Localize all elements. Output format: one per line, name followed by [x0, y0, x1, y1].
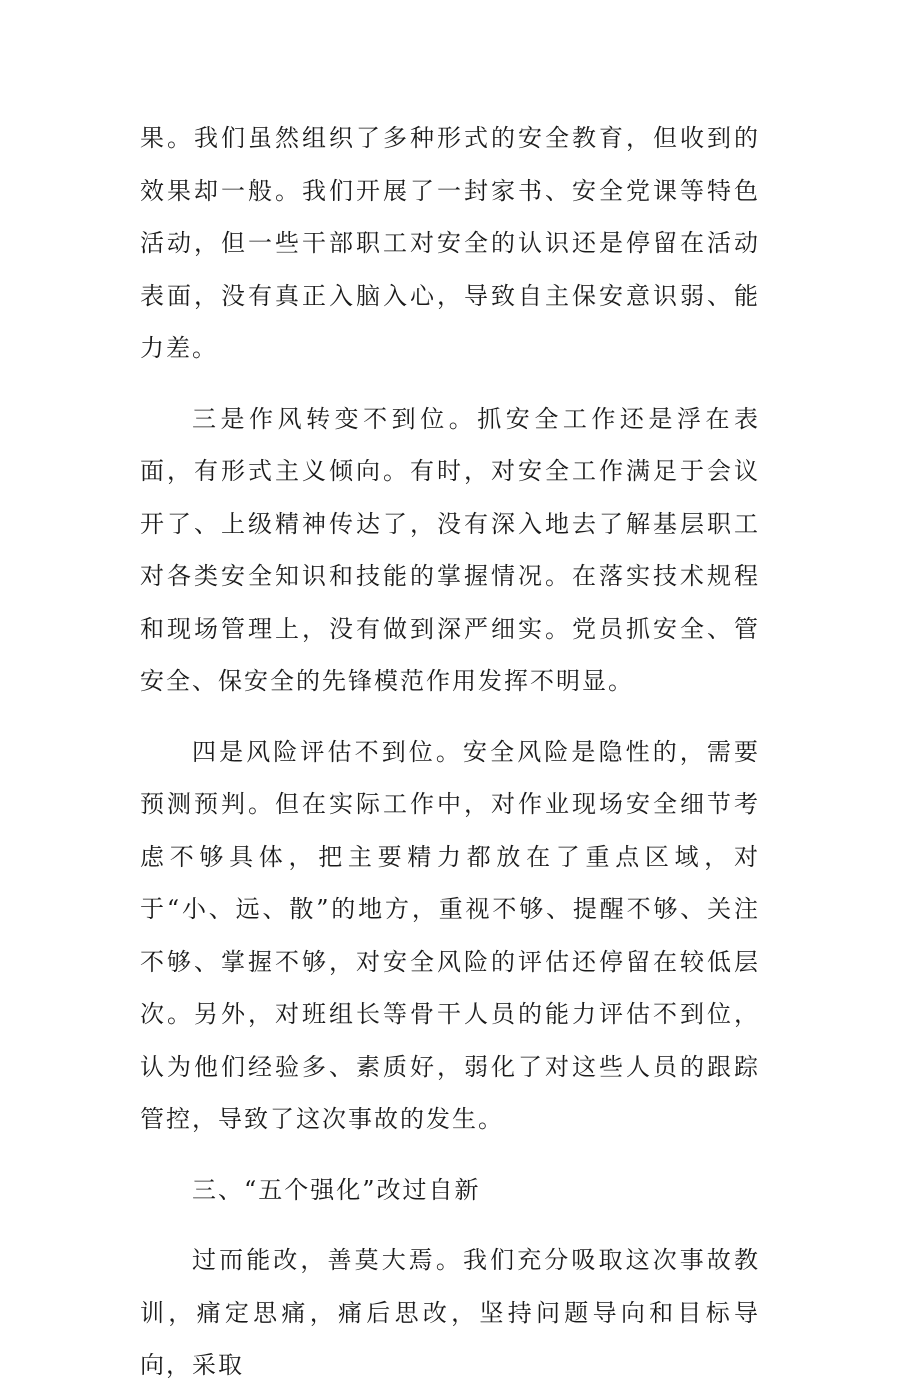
document-body — [140, 112, 760, 1392]
paragraph-style-issue: 三是作风转变不到位。抓安全工作还是浮在表面，有形式主义倾向。有时，对安全工作满足于会议开了、上级精神传达了，没有深入地去了解基层职工对各类安全知识和技能的掌握情况。在落实技术规程和现场管理上，没有做到深严细实。党员抓安全、管安全、保安全的先锋模范作用发挥不明显。 — [140, 404, 760, 695]
paragraph-risk-assessment: 四是风险评估不到位。安全风险是隐性的，需要预测预判。但在实际工作中，对作业现场安全细节考虑不够具体，把主要精力都放在了重点区域，对于“小、远、散”的地方，重视不够、提醒不够、关注不够、掌握不够，对安全风险的评估还停留在较低层次。另外，对班组长等骨干人员的能力评估不到位，认为他们经验多、素质好，弱化了对这些人员的跟踪管控，导致了这次事故的发生。 — [140, 737, 760, 1133]
paragraph-continuation: 果。我们虽然组织了多种形式的安全教育，但收到的效果却一般。我们开展了一封家书、安全党课等特色活动，但一些干部职工对安全的认识还是停留在活动表面，没有真正入脑入心，导致自主保安意识弱、能力差。 — [140, 124, 760, 362]
paragraph-correction: 过而能改，善莫大焉。我们充分吸取这次事故教训，痛定思痛，痛后思改，坚持问题导向和目标导向，采取 — [140, 1246, 760, 1379]
section-heading: 三、“五个强化”改过自新 — [192, 1175, 481, 1204]
